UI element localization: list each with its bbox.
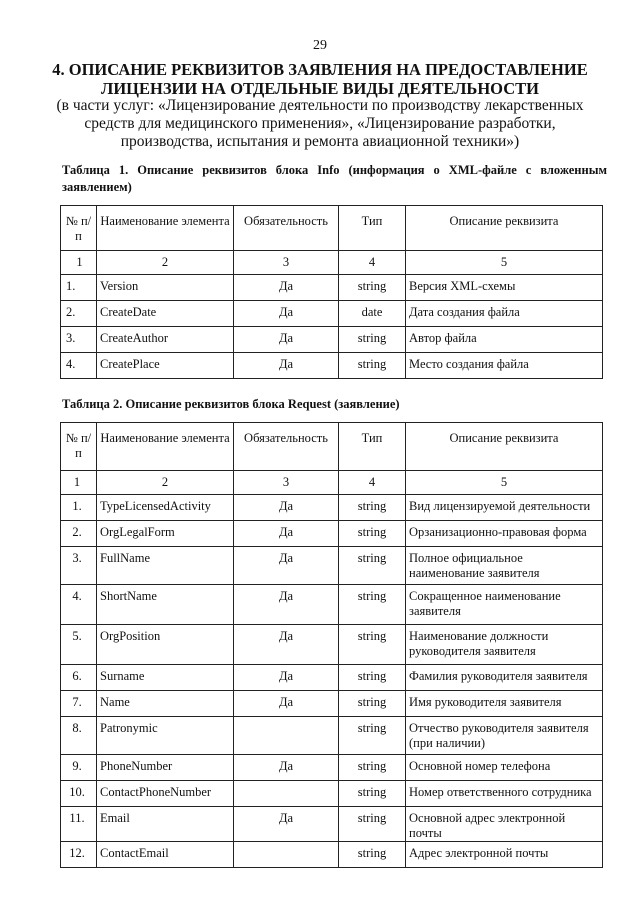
cell-type: string <box>339 353 406 379</box>
table-row <box>61 717 603 755</box>
index-cell-element-name: 2 <box>97 471 234 495</box>
cell-description: Полное официальное наименование заявителя <box>406 547 603 585</box>
cell-number: 3. <box>61 327 97 353</box>
cell-number: 7. <box>61 691 97 717</box>
index-cell-description: 5 <box>406 251 603 275</box>
cell-description: Основной адрес электронной почты <box>406 807 603 842</box>
section-title-line-1: 4. ОПИСАНИЕ РЕКВИЗИТОВ ЗАЯВЛЕНИЯ НА ПРЕДОСТАВЛЕНИЕ <box>52 60 588 79</box>
cell-number: 3. <box>61 547 97 585</box>
table-row <box>61 842 603 868</box>
cell-element-name: Name <box>97 691 234 717</box>
cell-element-name: OrgPosition <box>97 625 234 665</box>
cell-description: Отчество руководителя заявителя (при наличии) <box>406 717 603 755</box>
cell-type: string <box>339 327 406 353</box>
subtitle-line-1: (в части услуг: «Лицензирование деятельности по производству лекарственных <box>56 97 584 114</box>
table1-header-row <box>61 206 603 251</box>
header-required: Обязательность <box>234 423 339 471</box>
cell-type: date <box>339 301 406 327</box>
header-required: Обязательность <box>234 206 339 251</box>
table-row <box>61 327 603 353</box>
cell-element-name: PhoneNumber <box>97 755 234 781</box>
cell-description: Вид лицензируемой деятельности <box>406 495 603 521</box>
cell-required: Да <box>234 691 339 717</box>
cell-type: string <box>339 755 406 781</box>
table2-caption: Таблица 2. Описание реквизитов блока Request (заявление) <box>62 397 400 411</box>
cell-number: 1. <box>61 275 97 301</box>
table-row <box>61 665 603 691</box>
table-row <box>61 301 603 327</box>
cell-description: Адрес электронной почты <box>406 842 603 868</box>
index-cell-description: 5 <box>406 471 603 495</box>
cell-type: string <box>339 842 406 868</box>
cell-type: string <box>339 691 406 717</box>
cell-description: Орзанизационно-правовая форма <box>406 521 603 547</box>
cell-description: Основной номер телефона <box>406 755 603 781</box>
table-row <box>61 585 603 625</box>
cell-element-name: CreateAuthor <box>97 327 234 353</box>
cell-number: 8. <box>61 717 97 755</box>
cell-description: Дата создания файла <box>406 301 603 327</box>
cell-element-name: CreateDate <box>97 301 234 327</box>
cell-required: Да <box>234 275 339 301</box>
cell-number: 4. <box>61 585 97 625</box>
table-row <box>61 275 603 301</box>
cell-required <box>234 842 339 868</box>
table-request <box>60 422 603 868</box>
table-row <box>61 547 603 585</box>
cell-type: string <box>339 521 406 547</box>
table2-index-row <box>61 471 603 495</box>
header-type: Тип <box>339 206 406 251</box>
cell-element-name: ShortName <box>97 585 234 625</box>
header-element-name: Наименование элемента <box>97 423 234 471</box>
table-row <box>61 781 603 807</box>
cell-number: 10. <box>61 781 97 807</box>
table-row <box>61 755 603 781</box>
subtitle-line-3: производства, испытания и ремонта авиационной техники») <box>120 133 520 150</box>
cell-number: 4. <box>61 353 97 379</box>
cell-type: string <box>339 807 406 842</box>
cell-required <box>234 717 339 755</box>
cell-required: Да <box>234 353 339 379</box>
cell-type: string <box>339 495 406 521</box>
cell-type: string <box>339 585 406 625</box>
section-subtitle <box>50 97 590 151</box>
cell-element-name: ContactEmail <box>97 842 234 868</box>
table2-header-row <box>61 423 603 471</box>
page-number: 29 <box>313 38 327 53</box>
header-number: № п/п <box>61 423 97 471</box>
subtitle-line-2: средств для медицинского применения», «Лицензирование разработки, <box>84 115 556 132</box>
cell-number: 12. <box>61 842 97 868</box>
cell-number: 5. <box>61 625 97 665</box>
index-cell-type: 4 <box>339 251 406 275</box>
header-type: Тип <box>339 423 406 471</box>
table1-caption: Таблица 1. Описание реквизитов блока Info (информация о XML-файле с вложенным заявлением) <box>62 163 607 194</box>
header-description: Описание реквизита <box>406 206 603 251</box>
cell-number: 2. <box>61 521 97 547</box>
cell-element-name: Version <box>97 275 234 301</box>
cell-element-name: Patronymic <box>97 717 234 755</box>
index-cell-element-name: 2 <box>97 251 234 275</box>
cell-type: string <box>339 781 406 807</box>
cell-element-name: OrgLegalForm <box>97 521 234 547</box>
table-row <box>61 495 603 521</box>
table-row <box>61 691 603 717</box>
cell-description: Номер ответственного сотрудника <box>406 781 603 807</box>
cell-required: Да <box>234 625 339 665</box>
cell-description: Сокращенное наименование заявителя <box>406 585 603 625</box>
index-cell-required: 3 <box>234 251 339 275</box>
table-row <box>61 625 603 665</box>
cell-required: Да <box>234 755 339 781</box>
cell-type: string <box>339 717 406 755</box>
cell-description: Версия XML-схемы <box>406 275 603 301</box>
cell-required: Да <box>234 327 339 353</box>
table-row <box>61 807 603 842</box>
cell-number: 11. <box>61 807 97 842</box>
cell-description: Место создания файла <box>406 353 603 379</box>
table-row <box>61 521 603 547</box>
cell-number: 2. <box>61 301 97 327</box>
index-cell-number: 1 <box>61 251 97 275</box>
cell-element-name: CreatePlace <box>97 353 234 379</box>
cell-element-name: Surname <box>97 665 234 691</box>
section-title-line-2: ЛИЦЕНЗИИ НА ОТДЕЛЬНЫЕ ВИДЫ ДЕЯТЕЛЬНОСТИ <box>101 79 539 98</box>
cell-description: Имя руководителя заявителя <box>406 691 603 717</box>
cell-type: string <box>339 625 406 665</box>
cell-required: Да <box>234 585 339 625</box>
cell-description: Фамилия руководителя заявителя <box>406 665 603 691</box>
cell-required: Да <box>234 521 339 547</box>
cell-element-name: Email <box>97 807 234 842</box>
cell-type: string <box>339 547 406 585</box>
table1-index-row <box>61 251 603 275</box>
section-title <box>40 60 600 98</box>
cell-required <box>234 781 339 807</box>
cell-element-name: TypeLicensedActivity <box>97 495 234 521</box>
cell-element-name: ContactPhoneNumber <box>97 781 234 807</box>
cell-type: string <box>339 665 406 691</box>
cell-number: 1. <box>61 495 97 521</box>
index-cell-number: 1 <box>61 471 97 495</box>
header-number: № п/п <box>61 206 97 251</box>
cell-type: string <box>339 275 406 301</box>
cell-required: Да <box>234 547 339 585</box>
cell-required: Да <box>234 807 339 842</box>
cell-required: Да <box>234 665 339 691</box>
table-info <box>60 205 603 379</box>
cell-description: Автор файла <box>406 327 603 353</box>
cell-element-name: FullName <box>97 547 234 585</box>
header-description: Описание реквизита <box>406 423 603 471</box>
table-row <box>61 353 603 379</box>
cell-required: Да <box>234 301 339 327</box>
index-cell-type: 4 <box>339 471 406 495</box>
header-element-name: Наименование элемента <box>97 206 234 251</box>
cell-number: 9. <box>61 755 97 781</box>
cell-description: Наименование должности руководителя заявителя <box>406 625 603 665</box>
index-cell-required: 3 <box>234 471 339 495</box>
cell-number: 6. <box>61 665 97 691</box>
cell-required: Да <box>234 495 339 521</box>
